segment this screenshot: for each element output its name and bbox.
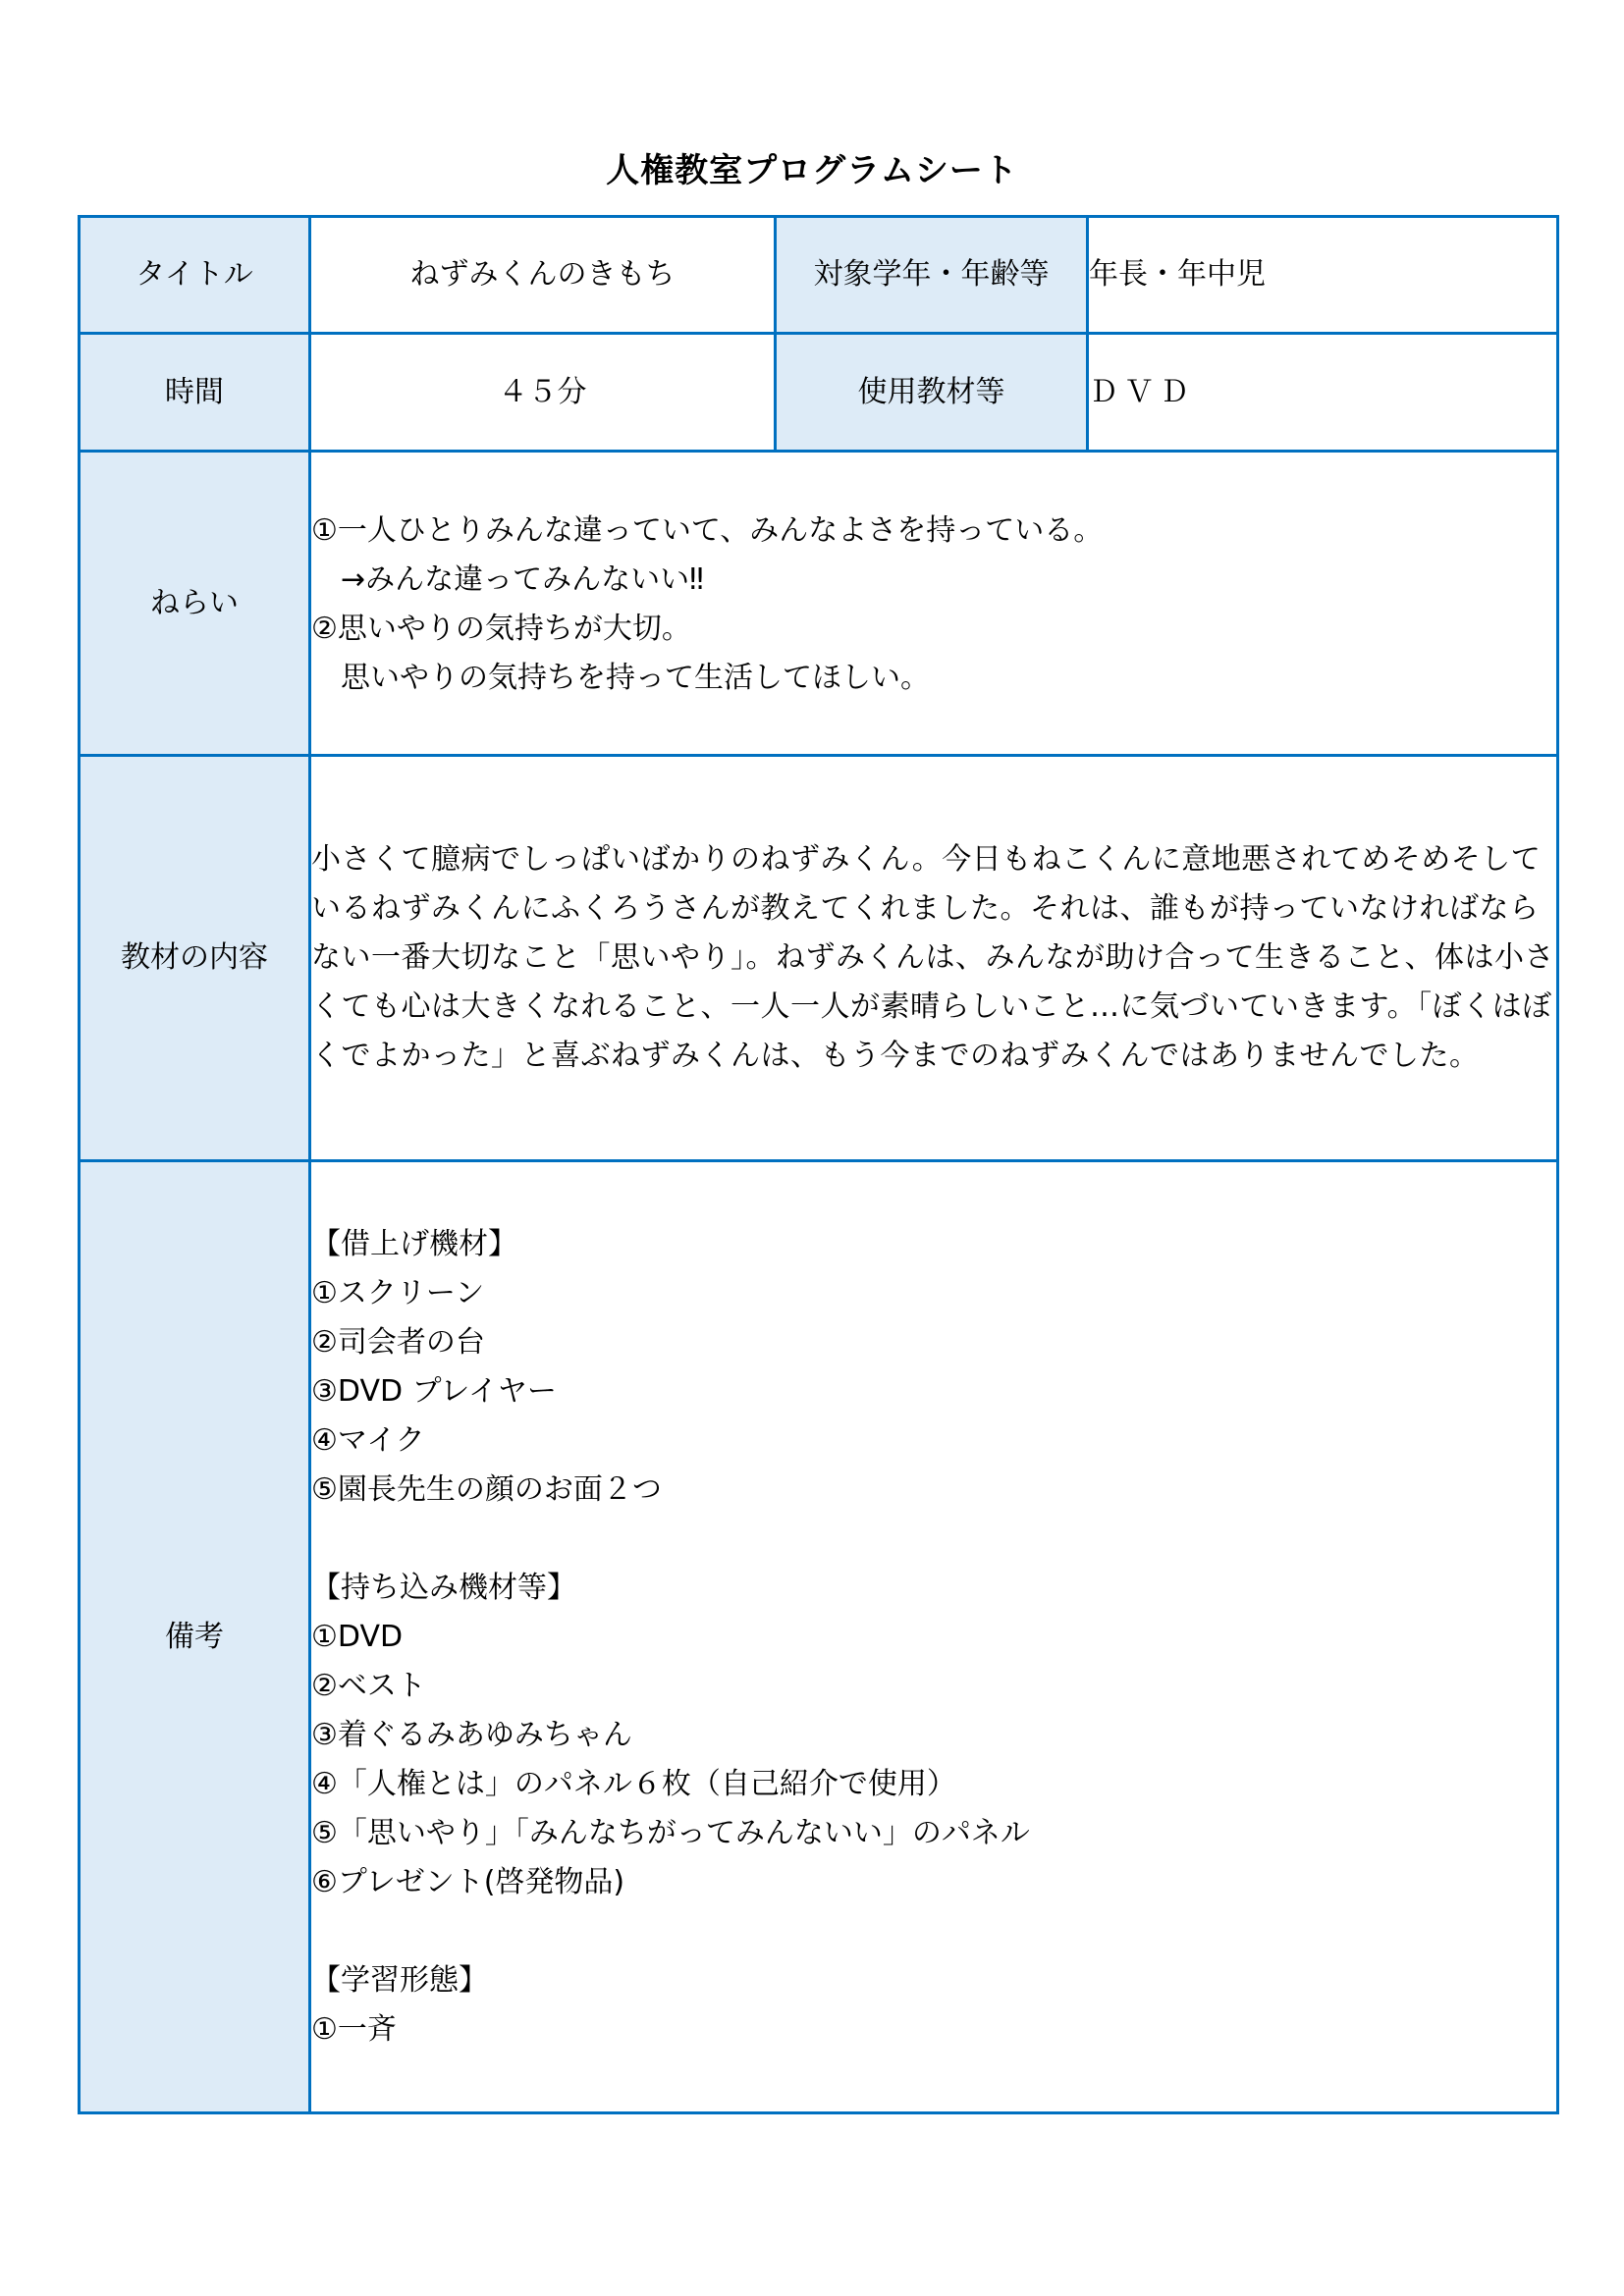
- notes-line: 【学習形態】: [311, 1962, 488, 1998]
- notes-line: 【持ち込み機材等】: [311, 1570, 576, 1605]
- target-label: 対象学年・年齢等: [776, 217, 1088, 334]
- row-aim: [80, 452, 1558, 756]
- aim-line: ②思いやりの気持ちが大切。: [311, 611, 691, 646]
- notes-line: [311, 1907, 1556, 1956]
- row-time: [80, 334, 1558, 452]
- title-label: タイトル: [80, 217, 310, 334]
- notes-body: [310, 1161, 1558, 2113]
- notes-line: ③着ぐるみあゆみちゃん: [311, 1717, 632, 1752]
- notes-line: ①一斉: [311, 2011, 397, 2047]
- aim-label: ねらい: [80, 452, 310, 756]
- program-sheet-table: [78, 215, 1559, 2114]
- notes-line: [311, 1515, 1556, 1564]
- materials-value: ＤＶＤ: [1088, 334, 1558, 452]
- target-value: 年長・年中児: [1088, 217, 1558, 334]
- notes-line: ①DVD: [311, 1619, 404, 1654]
- notes-line: ⑤園長先生の顔のお面２つ: [311, 1471, 662, 1507]
- aim-line: ①一人ひとりみんな違っていて、みんなよさを持っている。: [311, 512, 1104, 548]
- notes-line: ②司会者の台: [311, 1324, 485, 1360]
- notes-line: ④「人権とは」のパネル６枚（自己紹介で使用）: [311, 1766, 956, 1801]
- time-label: 時間: [80, 334, 310, 452]
- notes-line: ④マイク: [311, 1422, 425, 1458]
- notes-line: ⑤「思いやり」「みんなちがってみんないい」のパネル: [311, 1815, 1030, 1850]
- notes-line: ②ベスト: [311, 1668, 426, 1703]
- aim-line: 思いやりの気持ちを持って生活してほしい。: [311, 660, 930, 695]
- aim-content: [310, 452, 1558, 756]
- notes-line: 【借上げ機材】: [311, 1226, 517, 1261]
- page-title: 人権教室プログラムシート: [606, 151, 1018, 190]
- notes-line: ①スクリーン: [311, 1275, 485, 1310]
- row-notes: [80, 1161, 1558, 2113]
- aim-line: →みんな違ってみんないい‼: [311, 561, 704, 597]
- content-label: 教材の内容: [80, 756, 310, 1161]
- notes-line: ③DVD プレイヤー: [311, 1373, 557, 1409]
- content-body: [310, 756, 1558, 1161]
- row-title: [80, 217, 1558, 334]
- title-value: ねずみくんのきもち: [310, 217, 776, 334]
- materials-label: 使用教材等: [776, 334, 1088, 452]
- time-value: ４５分: [310, 334, 776, 452]
- row-content: [80, 756, 1558, 1161]
- notes-line: ⑥プレゼント(啓発物品): [311, 1864, 625, 1899]
- content-text: 小さくて臆病でしっぱいばかりのねずみくん。今日もねこくんに意地悪されてめそめそしているねずみくんにふくろうさんが教えてくれました。それは、誰もが持っていなければならない一番大切なこと「思いやり」。ねずみくんは、みんなが助け合って生きること、体は小さくても心は大きくなれること、一人一人が素晴らしいこと…に気づいていきます。「ぼくはぼくでよかった」と喜ぶねずみくんは、もう今までのねずみくんではありませんでした。: [311, 842, 1554, 1073]
- notes-label: 備考: [80, 1161, 310, 2113]
